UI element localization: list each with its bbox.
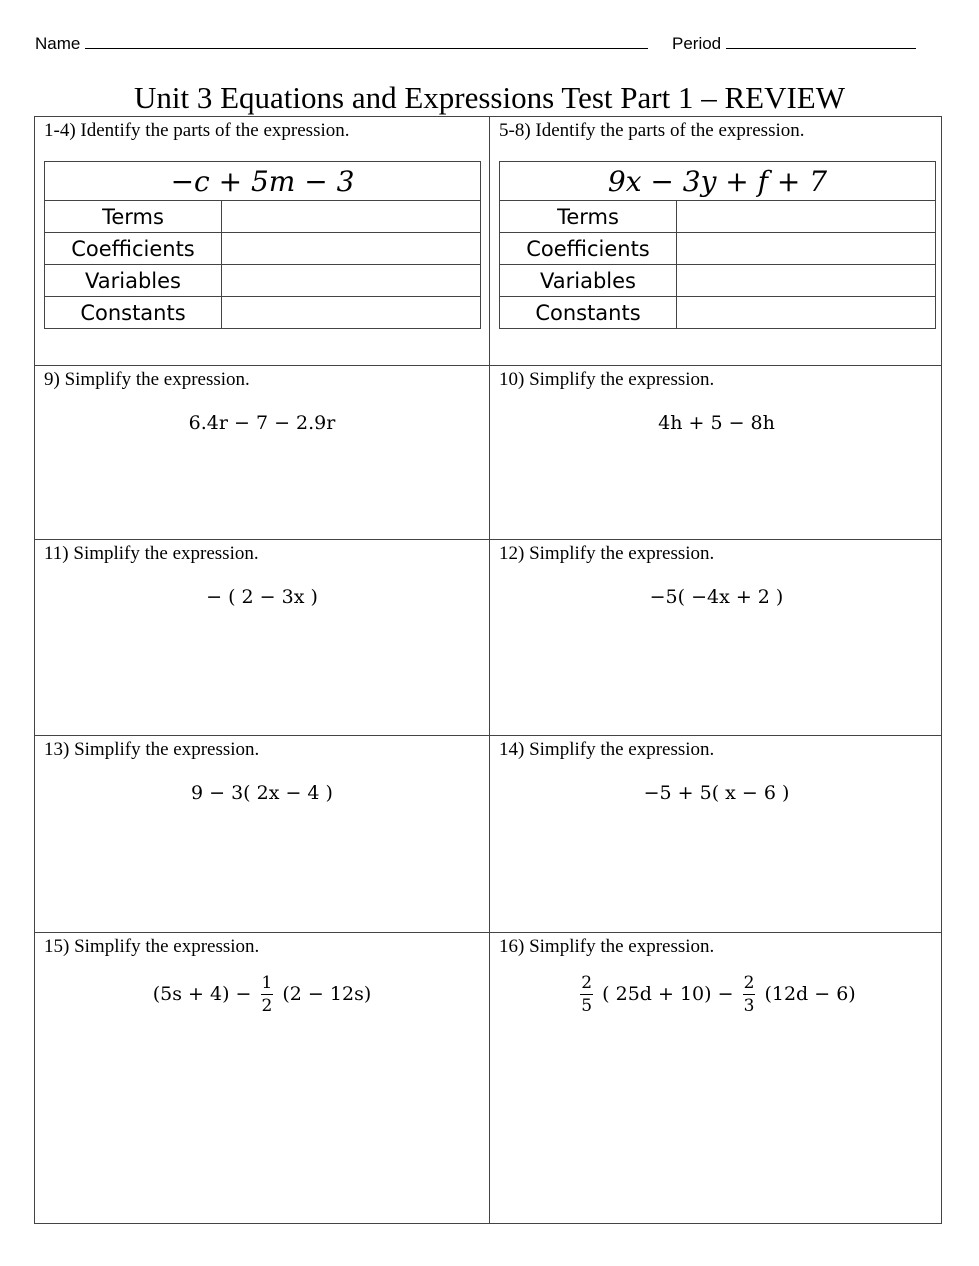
fraction-numerator: 1 [261, 973, 273, 993]
problem-prompt: 13) Simplify the expression. [44, 739, 260, 760]
answer-coefficients[interactable] [222, 233, 481, 265]
problem-prompt: 5-8) Identify the parts of the expression. [499, 120, 805, 141]
problem-prompt: 15) Simplify the expression. [44, 936, 260, 957]
expression: 4h + 5 − 8h [658, 412, 775, 434]
worksheet-grid [34, 116, 942, 1224]
fraction-numerator: 2 [581, 973, 593, 993]
answer-terms[interactable] [222, 201, 481, 233]
expression: −5( −4x + 2 ) [649, 586, 784, 608]
row-label-terms: Terms [500, 201, 677, 233]
problem-15[interactable] [35, 933, 489, 1225]
row-label-coefficients: Coefficients [45, 233, 222, 265]
fraction-denominator: 5 [581, 996, 593, 1016]
period-field[interactable] [672, 34, 916, 54]
problem-1-4 [35, 117, 489, 365]
problem-prompt: 1-4) Identify the parts of the expression. [44, 120, 350, 141]
problem-prompt: 16) Simplify the expression. [499, 936, 715, 957]
expression-part: (5s + 4) − [152, 983, 252, 1005]
expression: 9x − 3y + f + 7 [500, 162, 936, 201]
fraction-denominator: 3 [743, 996, 755, 1016]
answer-constants[interactable] [222, 297, 481, 329]
parts-table [44, 161, 481, 329]
problem-prompt: 11) Simplify the expression. [44, 543, 259, 564]
expression: − ( 2 − 3x ) [206, 586, 318, 608]
problem-10[interactable] [490, 366, 943, 539]
problem-11[interactable] [35, 540, 489, 735]
name-blank[interactable] [85, 34, 648, 49]
row-label-constants: Constants [45, 297, 222, 329]
period-label: Period [672, 34, 722, 53]
answer-variables[interactable] [222, 265, 481, 297]
row-label-variables: Variables [45, 265, 222, 297]
expression-part: ( 25d + 10) − [602, 983, 734, 1005]
problem-prompt: 12) Simplify the expression. [499, 543, 715, 564]
expression: 9 − 3( 2x − 4 ) [191, 782, 333, 804]
problem-5-8 [490, 117, 943, 365]
row-label-variables: Variables [500, 265, 677, 297]
expression-part: (2 − 12s) [282, 983, 372, 1005]
row-label-terms: Terms [45, 201, 222, 233]
name-label: Name [35, 34, 81, 53]
answer-constants[interactable] [677, 297, 936, 329]
problem-12[interactable] [490, 540, 943, 735]
expression [490, 975, 943, 1015]
period-blank[interactable] [726, 34, 916, 49]
problem-13[interactable] [35, 736, 489, 932]
expression: −5 + 5( x − 6 ) [643, 782, 790, 804]
parts-table [499, 161, 936, 329]
answer-variables[interactable] [677, 265, 936, 297]
problem-9[interactable] [35, 366, 489, 539]
fraction [580, 975, 593, 1015]
page-title: Unit 3 Equations and Expressions Test Part 1 – REVIEW [133, 80, 846, 115]
name-field[interactable] [35, 34, 648, 54]
expression: 6.4r − 7 − 2.9r [188, 412, 336, 434]
row-label-constants: Constants [500, 297, 677, 329]
fraction-denominator: 2 [261, 996, 273, 1016]
problem-prompt: 10) Simplify the expression. [499, 369, 715, 390]
fraction [743, 975, 756, 1015]
fraction-numerator: 2 [743, 973, 755, 993]
problem-prompt: 14) Simplify the expression. [499, 739, 715, 760]
answer-coefficients[interactable] [677, 233, 936, 265]
answer-terms[interactable] [677, 201, 936, 233]
problem-14[interactable] [490, 736, 943, 932]
problem-16[interactable] [490, 933, 943, 1225]
expression: −c + 5m − 3 [45, 162, 481, 201]
problem-prompt: 9) Simplify the expression. [44, 369, 250, 390]
expression [35, 975, 489, 1015]
expression-part: (12d − 6) [764, 983, 856, 1005]
fraction [261, 975, 274, 1015]
row-label-coefficients: Coefficients [500, 233, 677, 265]
